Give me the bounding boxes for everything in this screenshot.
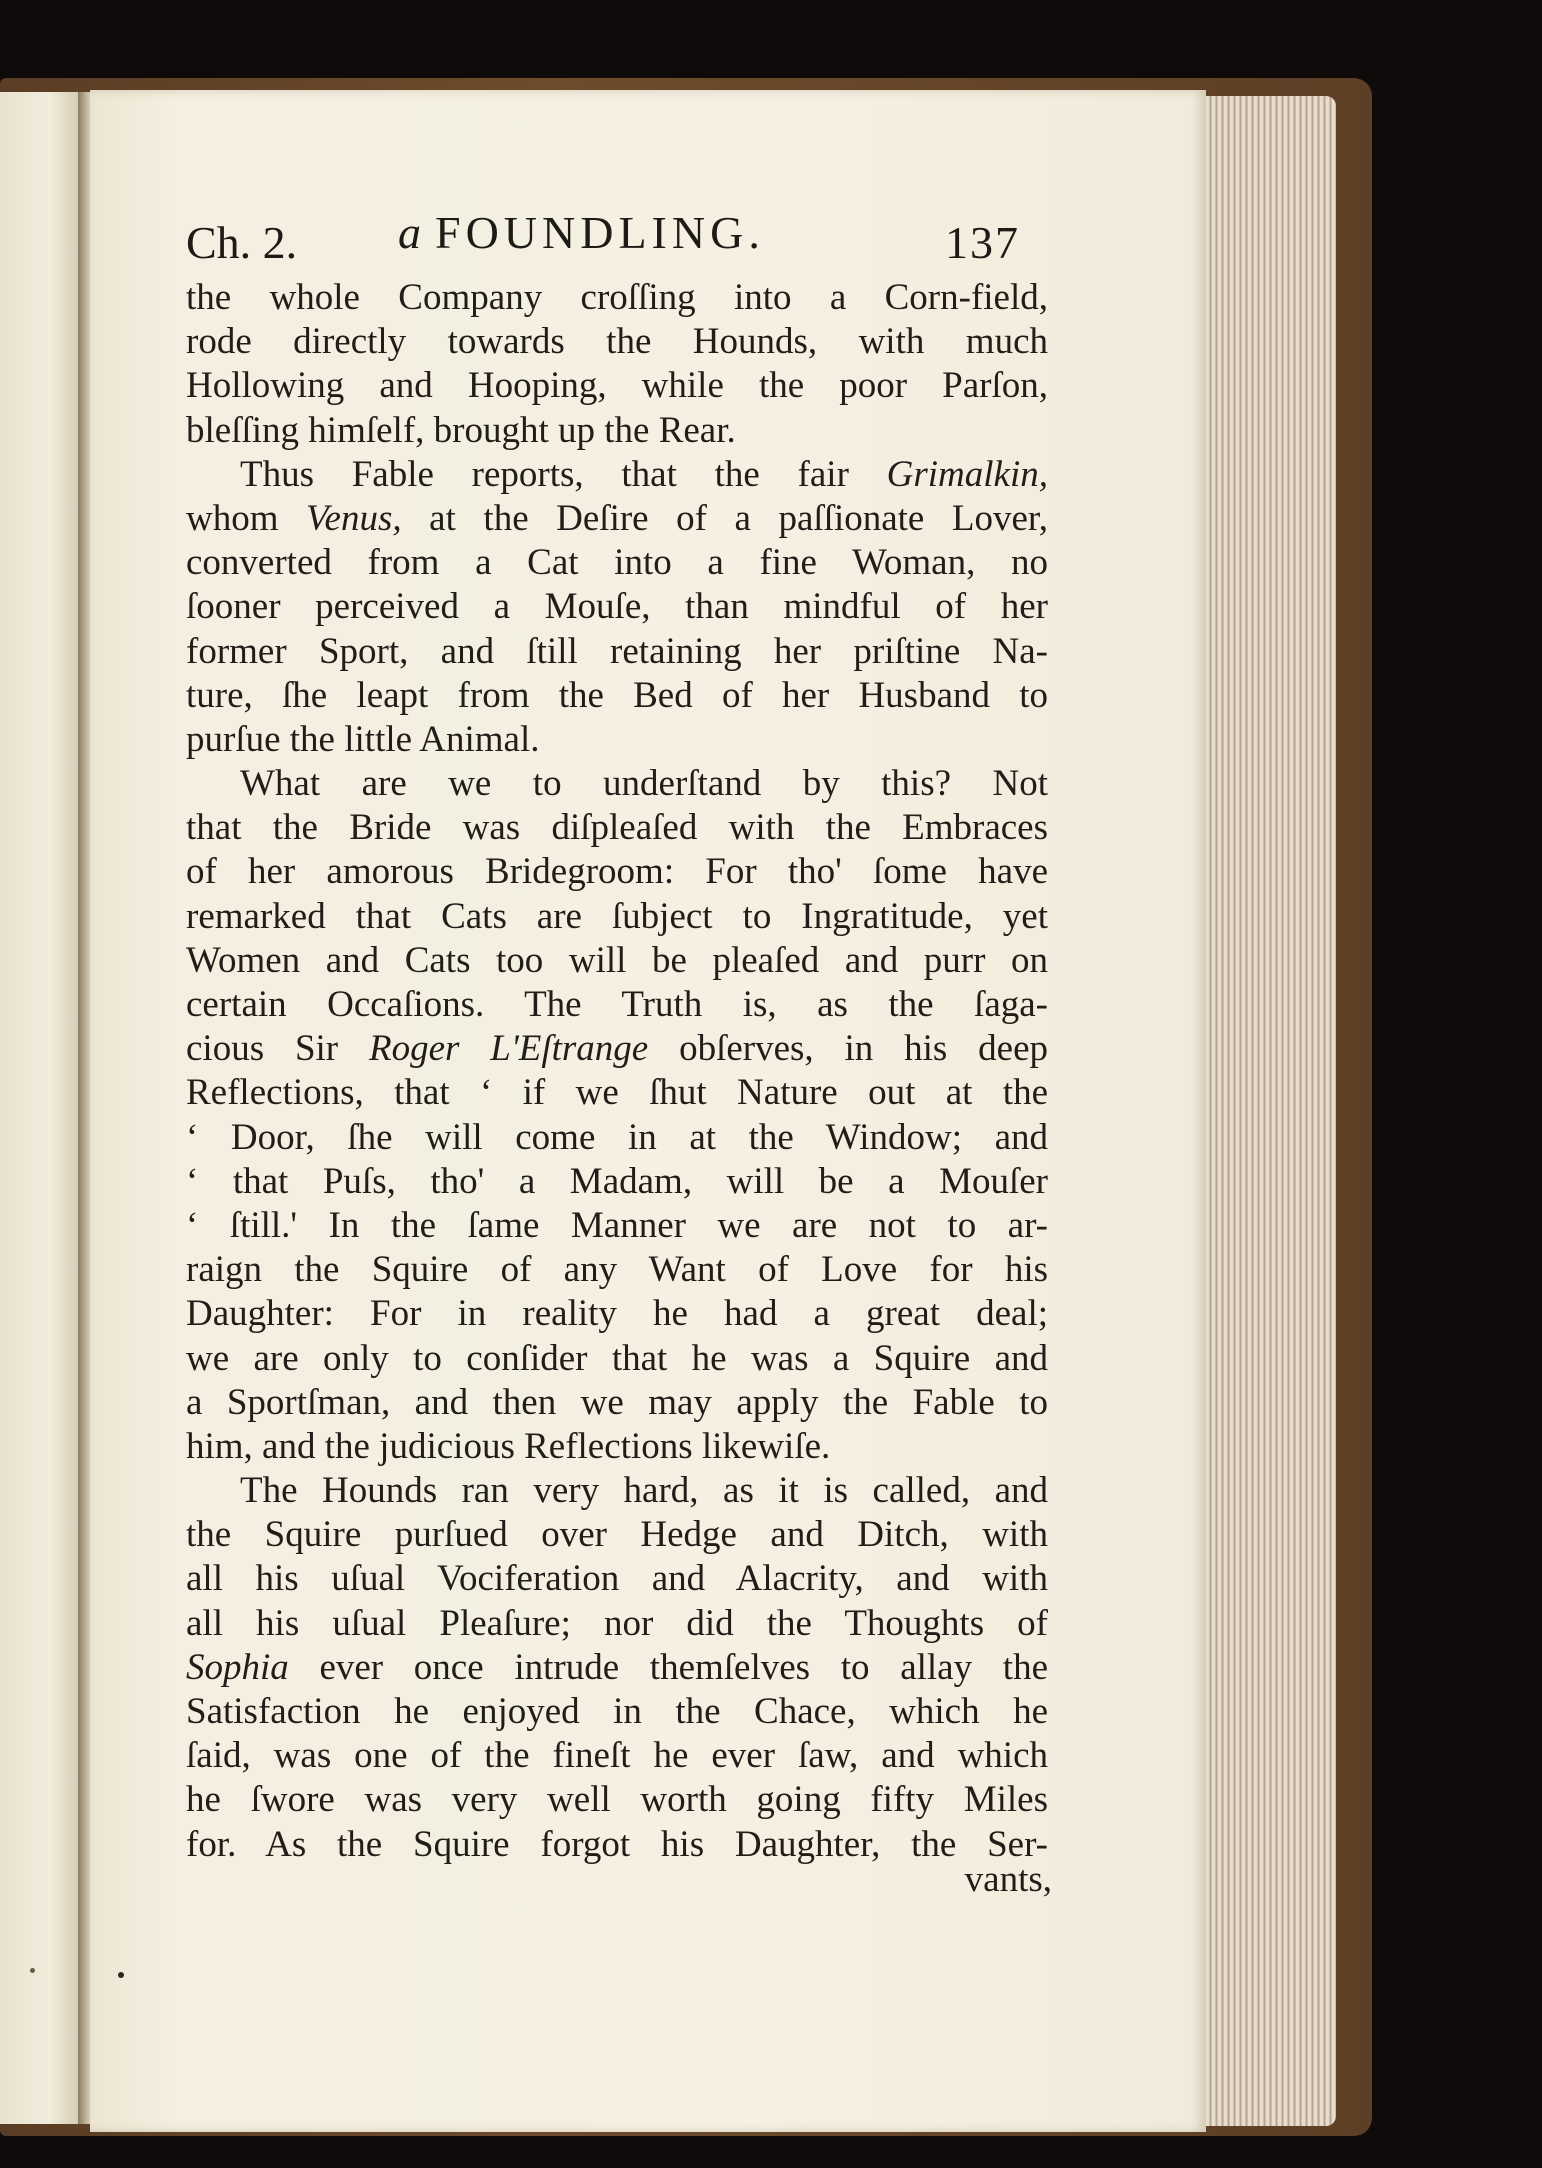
text-line: ture, ſhe leapt from the Bed of her Husband to	[186, 674, 1048, 716]
body-text	[186, 276, 1048, 1867]
text-line: remarked that Cats are ſubject to Ingratitude, yet	[186, 895, 1048, 937]
text-line: all his uſual Vociferation and Alacrity, and with	[186, 1558, 1048, 1600]
catchword: vants,	[964, 1859, 1052, 1900]
text-line: raign the Squire of any Want of Love for his	[186, 1249, 1048, 1291]
text-line: ſooner perceived a Mouſe, than mindful of her	[186, 586, 1048, 628]
page-number: 137	[945, 217, 1020, 268]
text-line: cious Sir Roger L'Eſtrange obſerves, in his deep	[186, 1028, 1048, 1070]
left-page-edge	[0, 92, 84, 2124]
running-title	[398, 206, 765, 259]
text-line: whom Venus, at the Deſire of a paſſionate Lover,	[186, 497, 1049, 539]
text-line: he ſwore was very well worth going fifty Miles	[186, 1779, 1048, 1821]
title-word: FOUNDLING.	[435, 207, 765, 258]
text-line: Thus Fable reports, that the fair Grimalkin,	[240, 453, 1048, 495]
text-line: Satisfaction he enjoyed in the Chace, which he	[186, 1691, 1048, 1732]
text-line: that the Bride was diſpleaſed with the Embraces	[186, 807, 1048, 849]
text-line: Sophia ever once intrude themſelves to allay the	[186, 1646, 1048, 1688]
chapter-label: Ch. 2.	[186, 217, 298, 268]
text-line: of her amorous Bridegroom: For tho' ſome have	[186, 851, 1048, 893]
text-line: ‘ ſtill.' In the ſame Manner we are not to ar-	[186, 1204, 1048, 1246]
text-line: the Squire purſued over Hedge and Ditch, with	[186, 1514, 1048, 1556]
text-line: ‘ that Puſs, tho' a Madam, will be a Mouſer	[186, 1160, 1048, 1202]
ink-speck	[30, 1968, 35, 1973]
text-line: we are only to conſider that he was a Squire and	[186, 1337, 1048, 1379]
page-block-edges	[1206, 96, 1336, 2126]
text-line: the whole Company croſſing into a Corn-field,	[186, 277, 1048, 318]
text-line: bleſſing himſelf, brought up the Rear.	[186, 409, 736, 451]
text-line: Daughter: For in reality he had a great deal;	[186, 1293, 1048, 1335]
text-line: Women and Cats too will be pleaſed and purr on	[186, 939, 1048, 981]
text-line: purſue the little Animal.	[186, 718, 540, 760]
text-line: rode directly towards the Hounds, with much	[186, 321, 1048, 363]
ink-speck	[118, 1972, 124, 1978]
text-line: Reflections, that ‘ if we ſhut Nature out at the	[186, 1072, 1048, 1114]
text-line: all his uſual Pleaſure; nor did the Thoughts of	[186, 1602, 1048, 1644]
text-line: former Sport, and ſtill retaining her priſtine Na-	[186, 630, 1048, 672]
text-line: him, and the judicious Reflections likewiſe.	[186, 1425, 831, 1467]
title-prefix: a	[398, 207, 421, 258]
text-line: Hollowing and Hooping, while the poor Parſon,	[186, 365, 1048, 407]
text-line: ſaid, was one of the fineſt he ever ſaw, and which	[186, 1735, 1048, 1777]
text-line: ‘ Door, ſhe will come in at the Window; and	[186, 1116, 1048, 1158]
text-line: a Sportſman, and then we may apply the Fable to	[186, 1381, 1048, 1423]
text-line: What are we to underſtand by this? Not	[240, 763, 1048, 805]
text-line: certain Occaſions. The Truth is, as the ſaga-	[186, 984, 1048, 1025]
running-header	[186, 206, 1026, 266]
text-line: converted from a Cat into a fine Woman, no	[186, 542, 1048, 584]
text-line: for. As the Squire forgot his Daughter, the Ser-	[186, 1823, 1048, 1865]
text-line: The Hounds ran very hard, as it is called, and	[240, 1470, 1048, 1512]
